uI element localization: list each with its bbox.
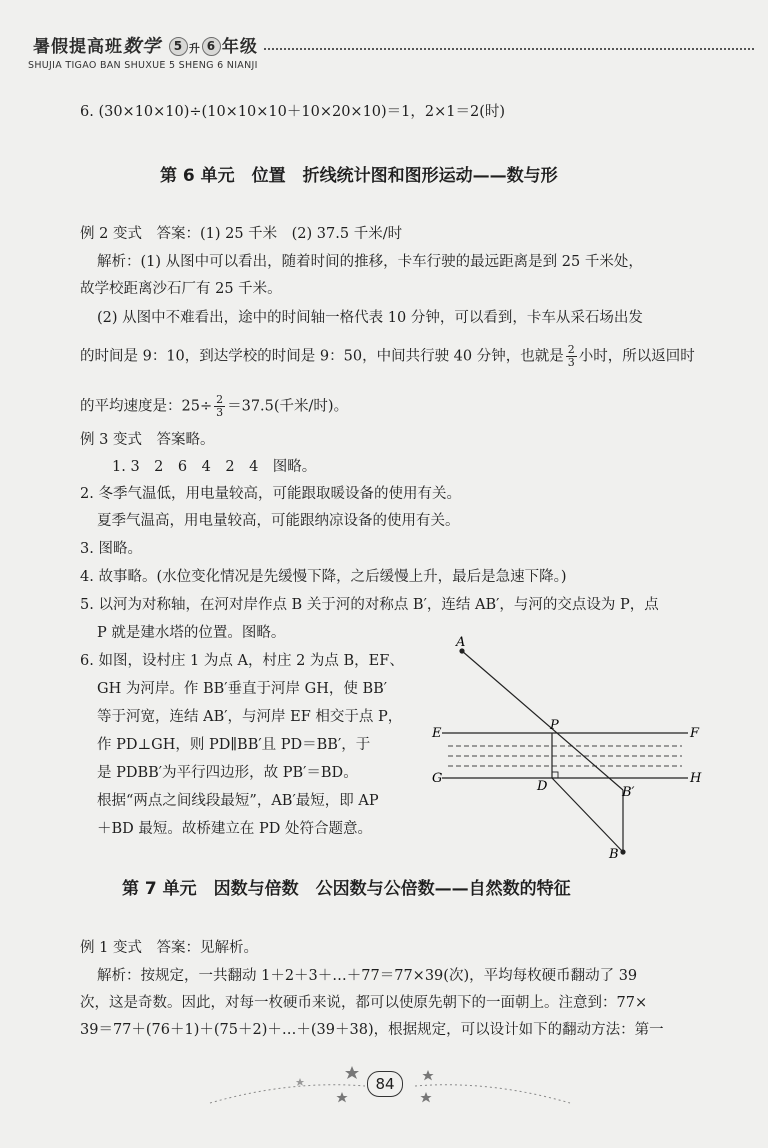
answer-line: 6. (30×10×10)÷(10×10×10＋10×20×10)＝1，2×1＝2(时): [80, 104, 506, 120]
grade-from-badge: 5: [169, 37, 188, 56]
label-b: B: [609, 847, 619, 862]
answer-line: 4. 故事略。(水位变化情况是先缓慢下降，之后缓慢上升，最后是急速下降。): [80, 569, 567, 585]
answer-line: 是 PDBB′为平行四边形，故 PB′＝BD。: [97, 765, 358, 781]
answer-line: 解析：按规定，一共翻动 1＋2＋3＋…＋77＝77×39(次)，平均每枚硬币翻动了 39: [97, 968, 638, 984]
answer-line: 3. 图略。: [80, 541, 142, 557]
answer-line: 夏季气温高，用电量较高，可能跟纳凉设备的使用有关。: [97, 513, 460, 529]
answer-line: 39＝77＋(76＋1)＋(75＋2)＋…＋(39＋38)，根据规定，可以设计如下的翻动方法：第一: [80, 1022, 664, 1038]
answer-line: GH 为河岸。作 BB′垂直于河岸 GH，使 BB′: [97, 681, 388, 697]
answer-line: 例 2 变式 答案：(1) 25 千米 (2) 37.5 千米/时: [80, 226, 403, 242]
answer-line: 例 1 变式 答案：见解析。: [80, 940, 258, 956]
star-icon: [296, 1078, 304, 1086]
label-p: P: [550, 718, 559, 733]
answer-line: 作 PD⊥GH，则 PD∥BB′且 PD＝BB′，于: [97, 737, 371, 753]
book-title: 暑假提高班数学 5 升 6 年级: [33, 36, 258, 57]
label-d: D: [537, 779, 548, 794]
answer-line: 根据“两点之间线段最短”，AB′最短，即 AP: [97, 793, 379, 809]
label-b-prime: B′: [622, 785, 635, 800]
unit-6-heading: 第 6 单元 位置 折线统计图和图形运动——数与形: [160, 166, 558, 186]
answer-line: 解析：(1) 从图中可以看出，随着时间的推移，卡车行驶的最远距离是到 25 千米处，: [97, 254, 643, 270]
fraction-two-thirds: $\frac{2}{3}$: [567, 343, 575, 369]
grade-suffix: 年级: [221, 37, 258, 57]
segment-a-bprime: [462, 651, 623, 790]
answer-line: 例 3 变式 答案略。: [80, 432, 215, 448]
footer-dotted-arc: [415, 1085, 570, 1103]
answer-line: 的平均速度是：25÷ $\frac{2}{3}$ ＝37.5(千米/时)。: [80, 393, 349, 419]
label-f: F: [690, 726, 700, 741]
answer-line: (2) 从图中不难看出，途中的时间轴一格代表 10 分钟，可以看到，卡车从采石场出发: [97, 310, 643, 326]
answer-line: 1. 3 2 6 4 2 4 图略。: [112, 459, 317, 475]
answer-line: 2. 冬季气温低，用电量较高，可能跟取暖设备的使用有关。: [80, 486, 461, 502]
answer-line: 次，这是奇数。因此，对每一枚硬币来说，都可以使原先朝下的一面朝上。注意到：77×: [80, 995, 648, 1011]
answer-line: 故学校距离沙石厂有 25 千米。: [80, 281, 282, 297]
subject-label: 数学: [123, 36, 161, 57]
answer-line: 的时间是 9：10，到达学校的时间是 9：50，中间共行驶 40 分钟，也就是 $\frac{2}{3}$ 小时，所以返回时: [80, 343, 695, 369]
unit-7-heading: 第 7 单元 因数与倍数 公因数与公倍数——自然数的特征: [122, 879, 571, 899]
point-b: [620, 849, 625, 854]
answer-line: 6. 如图，设村庄 1 为点 A，村庄 2 为点 B，EF、: [80, 653, 404, 669]
right-angle-marker: [552, 772, 558, 778]
grade-to-badge: 6: [202, 37, 221, 56]
star-icon: [336, 1092, 347, 1102]
page-number: 84: [367, 1071, 403, 1097]
star-icon: [345, 1066, 359, 1079]
label-h: H: [690, 771, 702, 786]
label-g: G: [432, 771, 443, 786]
answer-line: ＋BD 最短。故桥建立在 PD 处符合题意。: [97, 821, 372, 837]
star-icon: [420, 1092, 431, 1102]
fraction-two-thirds: $\frac{2}{3}$: [216, 393, 224, 419]
label-a: A: [456, 635, 466, 650]
bridge-geometry-diagram: [420, 630, 720, 865]
header-dotted-rule: [264, 48, 754, 50]
answer-line: P 就是建水塔的位置。图略。: [97, 625, 286, 641]
label-e: E: [432, 726, 442, 741]
segment-d-b: [552, 778, 623, 852]
star-icon: [422, 1070, 433, 1080]
grade-up-label: 升: [188, 42, 201, 55]
answer-line: 5. 以河为对称轴，在河对岸作点 B 关于河的对称点 B′，连结 AB′，与河的交点设为 P，点: [80, 597, 659, 613]
book-title-pinyin: SHUJIA TIGAO BAN SHUXUE 5 SHENG 6 NIANJI: [28, 60, 258, 71]
answer-line: 等于河宽，连结 AB′，与河岸 EF 相交于点 P，: [97, 709, 403, 725]
